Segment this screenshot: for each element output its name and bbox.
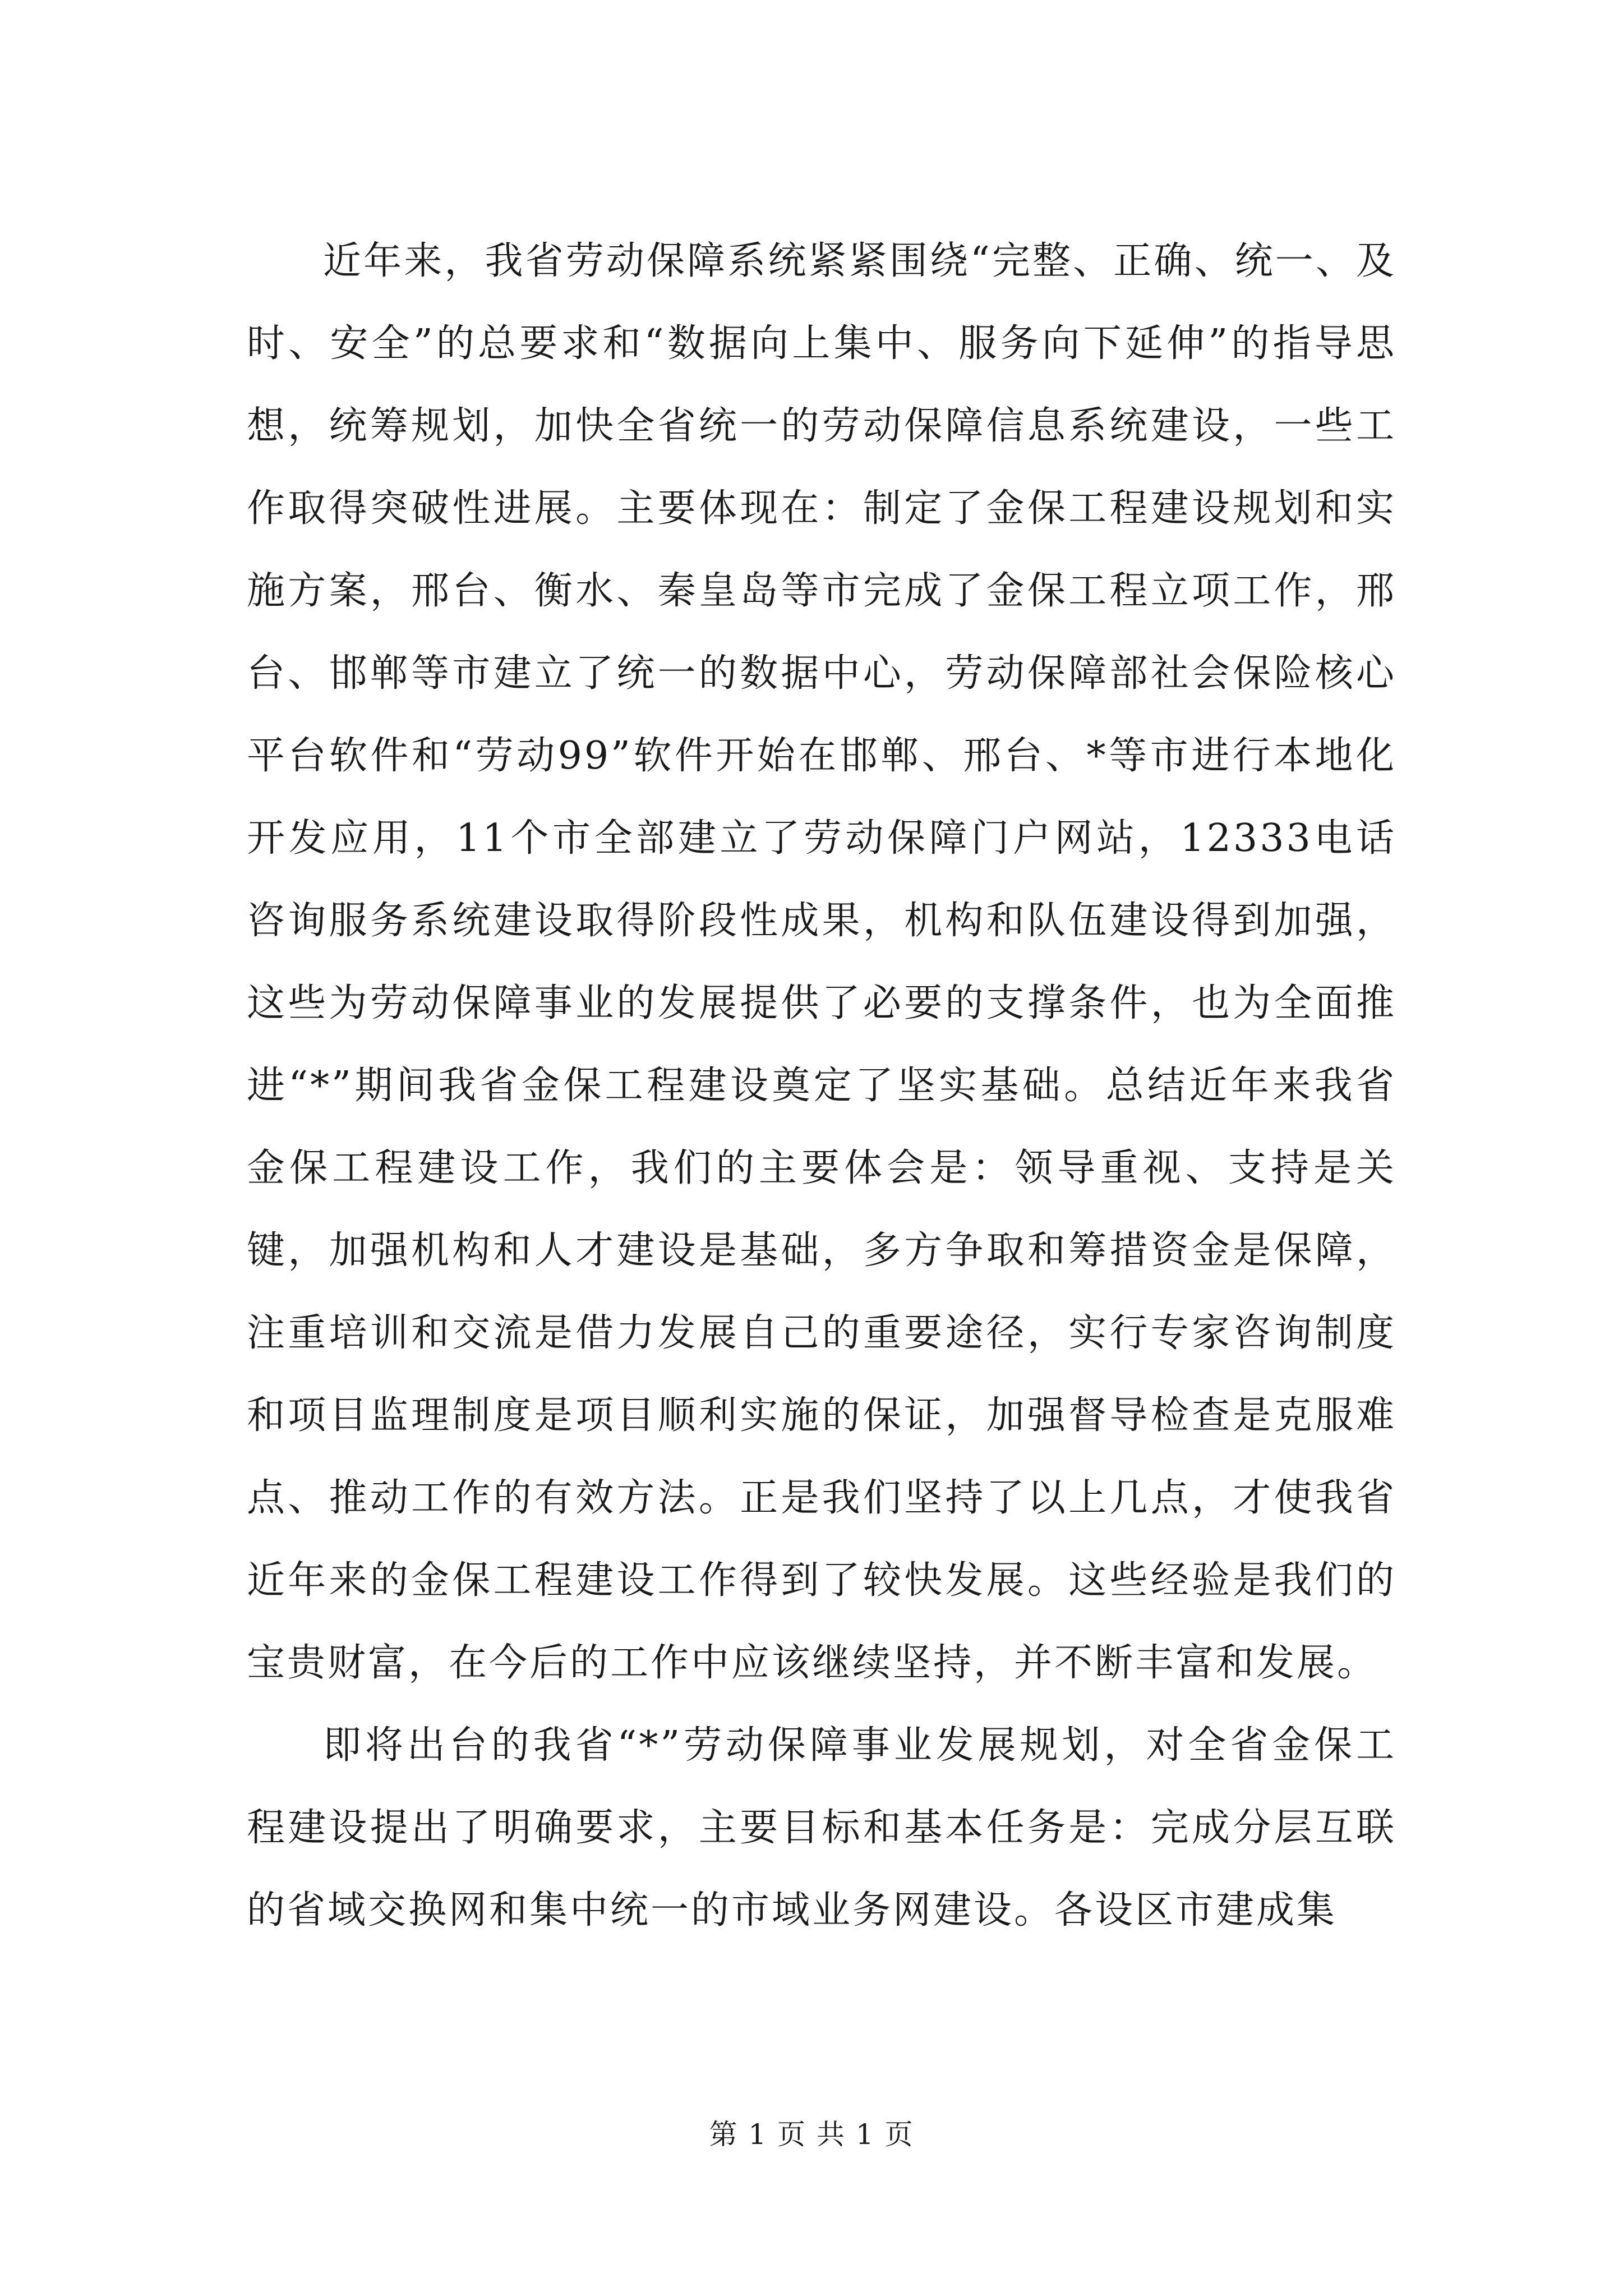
paragraph-2: 即将出台的我省“*”劳动保障事业发展规划，对全省金保工程建设提出了明确要求，主要目标和基本任务是：完成分层互联的省域交换网和集中统一的市域业务网建设。各设区市建成集 — [247, 1723, 1396, 1932]
document-body — [247, 220, 1396, 1952]
page-footer: 第 1 页 共 1 页 — [709, 2118, 914, 2151]
paragraph-1: 近年来，我省劳动保障系统紧紧围绕“完整、正确、统一、及时、安全”的总要求和“数据向上集中、服务向下延伸”的指导思想，统筹规划，加快全省统一的劳动保障信息系统建设，一些工作取得突破性进展。主要体现在：制定了金保工程建设规划和实施方案，邢台、衡水、秦皇岛等市完成了金保工程立项工作，邢台、邯郸等市建立了统一的数据中心，劳动保障部社会保险核心平台软件和“劳动99”软件开始在邯郸、邢台、*等市进行本地化开发应用，11个市全部建立了劳动保障门户网站，12333电话咨询服务系统建设取得阶段性成果，机构和队伍建设得到加强，这些为劳动保障事业的发展提供了必要的支撑条件，也为全面推进“*”期间我省金保工程建设奠定了坚实基础。总结近年来我省金保工程建设工作，我们的主要体会是：领导重视、支持是关键，加强机构和人才建设是基础，多方争取和筹措资金是保障，注重培训和交流是借力发展自己的重要途径，实行专家咨询制度和项目监理制度是项目顺利实施的保证，加强督导检查是克服难点、推动工作的有效方法。正是我们坚持了以上几点，才使我省近年来的金保工程建设工作得到了较快发展。这些经验是我们的宝贵财富，在今后的工作中应该继续坚持，并不断丰富和发展。 — [247, 239, 1396, 1685]
